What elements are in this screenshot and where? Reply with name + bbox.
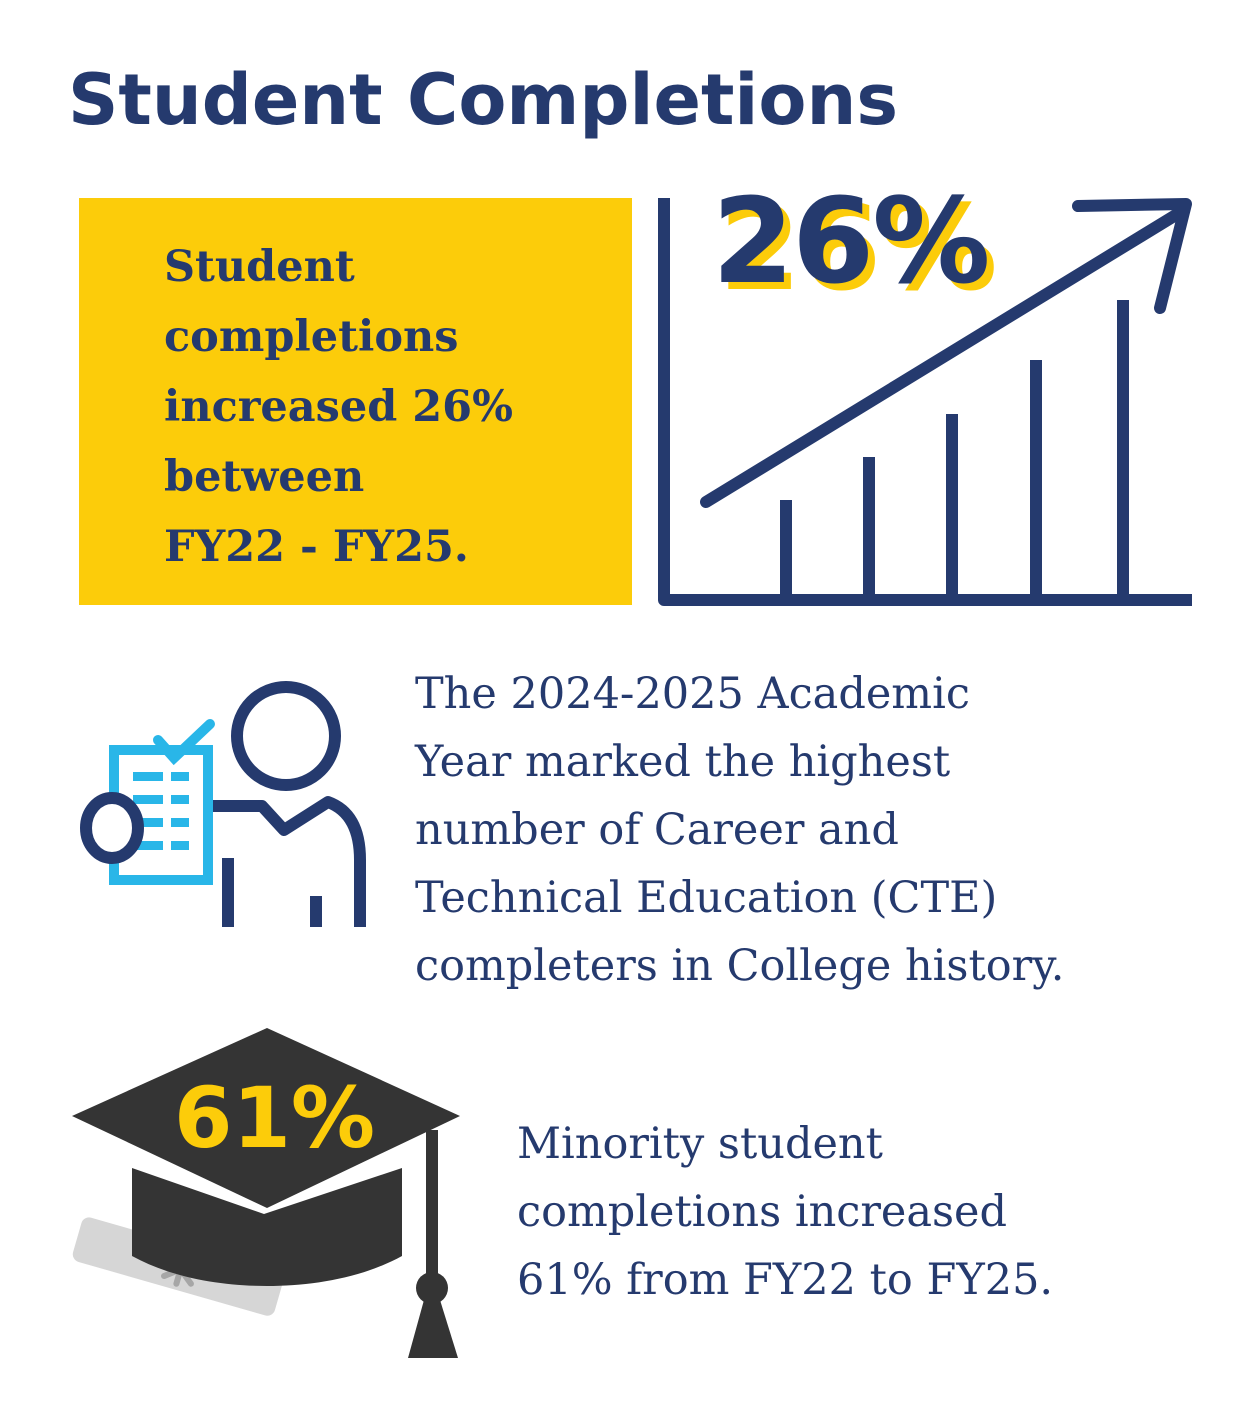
- minority-percent-label: 61%: [174, 1069, 376, 1167]
- growth-callout-line: FY22 - FY25.: [164, 522, 469, 572]
- cte-line: The 2024-2025 Academic: [415, 669, 970, 719]
- cte-line: completers in College history.: [415, 941, 1065, 991]
- minority-line: Minority student: [517, 1119, 883, 1169]
- person-with-checklist-icon: [78, 680, 378, 940]
- minority-statement: [517, 1110, 1217, 1314]
- growth-callout-text: [164, 232, 604, 582]
- cte-line: number of Career and: [415, 805, 899, 855]
- minority-line: 61% from FY22 to FY25.: [517, 1255, 1054, 1305]
- growth-callout-line: completions: [164, 312, 459, 362]
- cte-line: Year marked the highest: [415, 737, 951, 787]
- minority-line: completions increased: [517, 1187, 1008, 1237]
- growth-callout-line: between: [164, 452, 365, 502]
- growth-percent-label: 26%: [712, 172, 989, 310]
- cte-line: Technical Education (CTE): [415, 873, 998, 923]
- growth-callout-line: Student: [164, 242, 355, 292]
- cte-statement: [415, 660, 1215, 1000]
- growth-callout-line: increased 26%: [164, 382, 513, 432]
- page-title: Student Completions: [68, 59, 898, 141]
